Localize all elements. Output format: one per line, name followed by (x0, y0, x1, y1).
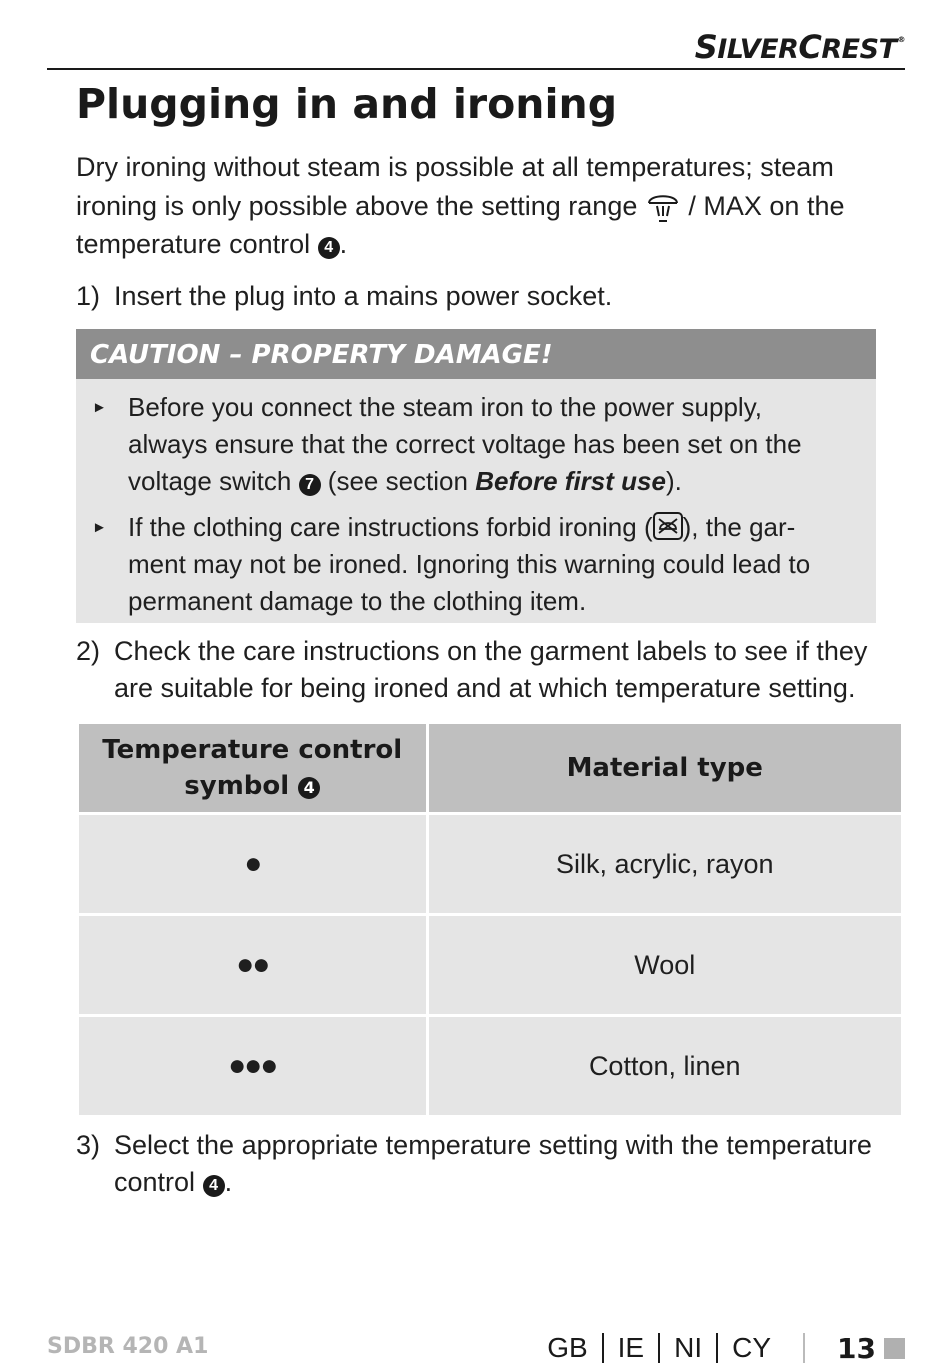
bullet-arrow-icon: ► (92, 519, 107, 536)
header-rule (47, 68, 905, 70)
temp-symbol-cell: ● (78, 814, 428, 915)
divider (803, 1333, 805, 1363)
lang-gb: GB (547, 1332, 588, 1363)
page-footer (547, 1328, 905, 1368)
material-cell: Silk, acrylic, rayon (427, 814, 903, 915)
ref-number-4: 4 (203, 1175, 225, 1197)
intro-paragraph: Dry ironing without steam is possible at all temperatures; steam ironing is only possible above the setting range / MAX on the temperature control 4 . (76, 152, 845, 259)
table-row (78, 814, 903, 915)
table-header-row (78, 723, 903, 814)
table-row (78, 915, 903, 1016)
ref-number-4: 4 (298, 777, 320, 799)
lang-ie: IE (617, 1332, 645, 1363)
ref-number-7: 7 (299, 474, 321, 496)
steam-setting-icon (645, 189, 681, 223)
material-cell: Wool (427, 915, 903, 1016)
temp-symbol-cell: ●●● (78, 1016, 428, 1117)
ref-number-4: 4 (318, 237, 340, 259)
page-number: 13 (837, 1331, 876, 1365)
divider (716, 1333, 718, 1363)
temp-symbol-cell: ●● (78, 915, 428, 1016)
model-number: SDBR 420 A1 (47, 1334, 209, 1359)
divider (658, 1333, 660, 1363)
material-cell: Cotton, linen (427, 1016, 903, 1117)
page-marker (884, 1338, 905, 1359)
caution-box: CAUTION – PROPERTY DAMAGE! ► Before you connect the steam iron to the power supply, always ensure that the correct voltage has been set on the voltage switch 7 (see section Before first use). ► If the clothing care instructions forbid ironing ( ), the gar- ment may not be ironed. Ignoring this warning could lead to permanent damage to the clothing item. (76, 329, 876, 623)
no-ironing-icon (653, 512, 683, 540)
table-row (78, 1016, 903, 1117)
lang-cy: CY (732, 1332, 772, 1363)
temperature-table (76, 721, 904, 1118)
bullet-arrow-icon: ► (92, 399, 107, 416)
lang-ni: NI (674, 1332, 703, 1363)
brand-logo: SILVERCREST® (694, 28, 905, 66)
col-header-symbol: Temperature control symbol 4 (78, 723, 428, 814)
page-title: Plugging in and ironing (76, 80, 618, 128)
caution-heading: CAUTION – PROPERTY DAMAGE! (76, 329, 876, 379)
divider (602, 1333, 604, 1363)
col-header-material: Material type (427, 723, 903, 814)
